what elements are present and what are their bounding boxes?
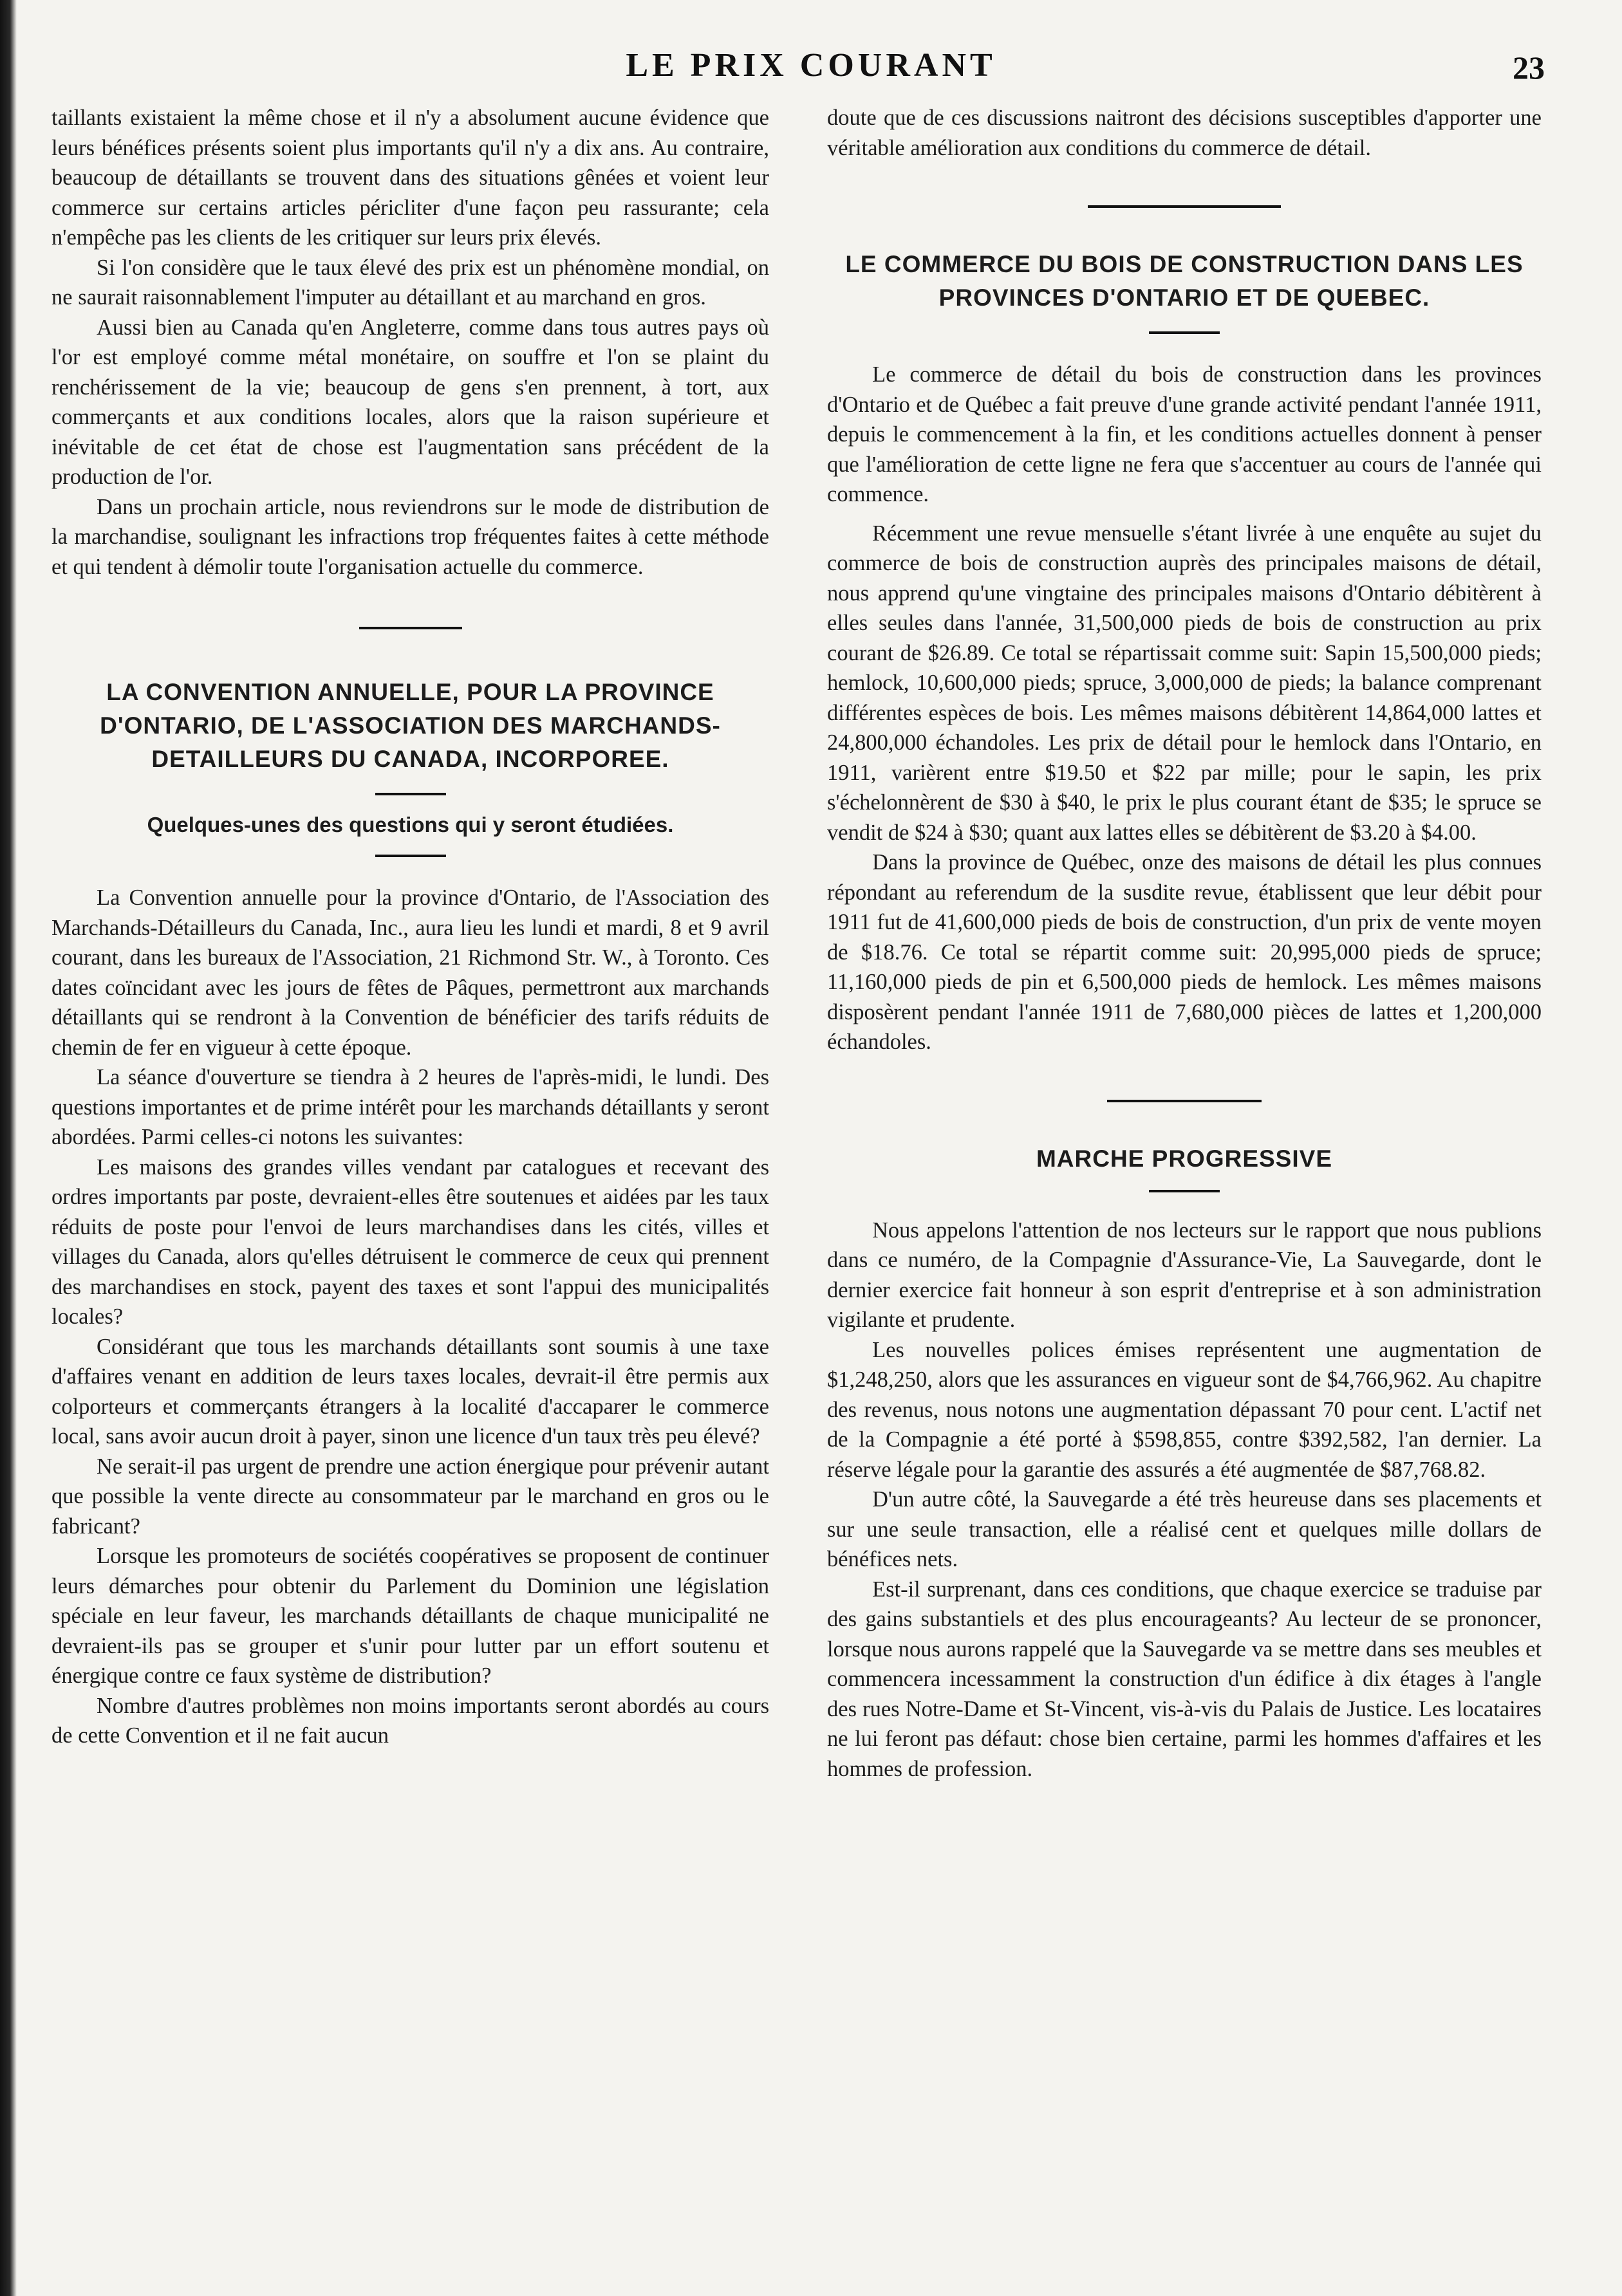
lumber-article-heading: LE COMMERCE DU BOIS DE CONSTRUCTION DANS LES PROVINCES D'ONTARIO ET DE QUEBEC. [845,251,1524,311]
convention-paragraph: La séance d'ouverture se tiendra à 2 heures de l'après-midi, le lundi. Des questions importantes et de prime intérêt pour les marchands détaillants y seront abordées. Parmi celles-ci notons les suivantes: [51,1065,769,1149]
lumber-paragraph: Dans la province de Québec, onze des maisons de détail les plus connues répondant au referendum de la susdite revue, établissent que leur débit pour 1911 fut de 41,600,000 pieds de bois de construction, d'un prix de vente moyen de $18.76. Ce total se répartit comme suit: 20,995,000 pieds de spruce; 11,160,000 pieds de pin et 6,500,000 pieds de hemlock. Les mêmes maisons disposèrent pendant l'année 1911 de 7,680,000 pièces de lattes et 1,200,000 échandoles. [827,850,1542,1054]
convention-paragraph: Ne serait-il pas urgent de prendre une action énergique pour prévenir autant que possible la vente directe au consommateur par le marchand en gros ou le fabricant? [51,1454,769,1539]
progressive-paragraph: D'un autre côté, la Sauvegarde a été très heureuse dans ses placements et sur une seule transaction, elle a réalisé cent et quelques mille dollars de bénéfices nets. [827,1487,1542,1571]
right-column [827,103,1542,1784]
progressive-article-heading: MARCHE PROGRESSIVE [1036,1145,1332,1172]
progressive-paragraph: Les nouvelles polices émises représentent une augmentation de $1,248,250, alors que les assurances en vigueur sont de $4,766,962. Au chapitre des revenus, nous notons une augmentation dépassant 70 pour cent. L'actif net de la Compagnie a été porté à $598,855, contre $392,582, l'an dernier. La réserve légale pour la garantie des assurés a été augmentée de $87,768.82. [827,1337,1542,1482]
lumber-paragraph: Récemment une revue mensuelle s'étant livrée à une enquête au sujet du commerce de bois de construction auprès des principales maisons de détail, nous apprend qu'une vingtaine des principales maisons d'Ontario débitèrent à elles seules dans l'année, 31,500,000 pieds de bois de construction au prix courant de $26.89. Ce total se répartissait comme suit: Sapin 15,500,000 pieds; hemlock, 10,600,000 pieds; spruce, 3,000,000 de pieds; la balance comprenant différentes espèces de bois. Les mêmes maisons débitèrent 14,864,000 lattes et 24,800,000 échandoles. Les prix de détail pour le hemlock dans l'Ontario, en 1911, varièrent entre $19.50 et $22 par mille; pour le sapin, les prix s'échelonnèrent de $30 à $40, le prix le plus courant étant de $35; le spruce se vendit de $24 à $30; quant aux lattes elles se débitèrent de $3.20 à $4.00. [827,521,1542,845]
intro-paragraph: Si l'on considère que le taux élevé des prix est un phénomène mondial, on ne saurait raisonnablement l'imputer au détaillant et au marchand en gros. [51,255,769,310]
left-column [51,103,769,1751]
convention-paragraph: Lorsque les promoteurs de sociétés coopératives se proposent de continuer leurs démarches pour obtenir du Parlement du Dominion une législation spéciale en leur faveur, les marchands détaillants de chaque municipalité ne devraient-ils pas se grouper et s'unir pour lutter par un effort soutenu et énergique contre ce faux système de distribution? [51,1544,769,1688]
convention-paragraph: La Convention annuelle pour la province d'Ontario, de l'Association des Marchands-Détailleurs du Canada, Inc., aura lieu les lundi et mardi, 8 et 9 avril courant, dans les bureaux de l'Association, 21 Richmond Str. W., à Toronto. Ces dates coïncidant avec les jours de fêtes de Pâques, permettront aux marchands détaillants qui se rendront à la Convention de bénéficier des tarifs réduits de chemin de fer en vigueur à cette époque. [51,885,769,1060]
intro-paragraph: Dans un prochain article, nous reviendrons sur le mode de distribution de la marchandise, soulignant les infractions trop fréquentes faites à cette méthode et qui tendent à démolir toute l'organisation actuelle du commerce. [51,494,769,579]
convention-article-heading: LA CONVENTION ANNUELLE, POUR LA PROVINCE D'ONTARIO, DE L'ASSOCIATION DES MARCHANDS-DETAILLEURS DU CANADA, INCORPOREE. [100,679,721,772]
convention-article-subheading: Quelques-unes des questions qui y seront étudiées. [147,813,674,837]
intro-paragraph: taillants existaient la même chose et il n'y a absolument aucune évidence que leurs bénéfices présents soient plus importants qu'il n'y a dix ans. Au contraire, beaucoup de détaillants se trouvent dans des situations gênées et voient leur commerce sur certains articles péricliter d'une façon peu rassurante; cela n'empêche pas les clients de les critiquer sur leurs prix élevés. [51,106,769,250]
convention-paragraph: Les maisons des grandes villes vendant par catalogues et recevant des ordres importants par poste, devraient-elles être soutenues et aidées par les taux réduits de poste pour l'envoi de leurs marchandises dans les cités, villes et villages du Canada, alors qu'elles détruisent le commerce de ceux qui prennent des marchandises en stock, payent des taxes et sont l'appui des municipalités locales? [51,1154,769,1329]
newspaper-title: LE PRIX COURANT [626,47,996,84]
binding-edge [0,0,17,2296]
progressive-paragraph: Nous appelons l'attention de nos lecteurs sur le rapport que nous publions dans ce numéro, de la Compagnie d'Assurance-Vie, La Sauvegarde, dont le dernier exercice fait honneur à son esprit d'entreprise et à son administration vigilante et prudente. [827,1217,1542,1332]
intro-paragraph: Aussi bien au Canada qu'en Angleterre, comme dans tous autres pays où l'or est employé comme métal monétaire, on souffre et l'on se plaint du renchérissement de la vie; beaucoup de gens s'en prennent, à tort, aux commerçants et aux conditions locales, alors que la raison supérieure et inévitable de cet état de chose est l'augmentation sans précédent de la production de l'or. [51,315,769,489]
lumber-paragraph: Le commerce de détail du bois de construction dans les provinces d'Ontario et de Québec a fait preuve d'une grande activité pendant l'année 1911, depuis le commencement à la fin, et les conditions actuelles donnent à penser que l'amélioration de cette ligne ne fera que s'accentuer au cours de l'année qui commence. [827,362,1542,506]
convention-paragraph: Considérant que tous les marchands détaillants sont soumis à une taxe d'affaires venant en addition de leurs taxes locales, devrait-il être permis aux colporteurs et commerçants étrangers à la localité d'accaparer le commerce local, sans avoir aucun droit à payer, sinon une licence d'un taux très peu élevé? [51,1334,769,1449]
page-header [0,46,1622,98]
convention-paragraph: Nombre d'autres problèmes non moins importants seront abordés au cours de cette Convention et il ne fait aucun [51,1693,769,1748]
continued-paragraph: doute que de ces discussions naitront des décisions susceptibles d'apporter une véritable amélioration aux conditions du commerce de détail. [827,106,1542,160]
progressive-paragraph: Est-il surprenant, dans ces conditions, que chaque exercice se traduise par des gains substantiels et des plus encourageants? Au lecteur de se prononcer, lorsque nous aurons rappelé que la Sauvegarde va se mettre dans ses meubles et commencera incessamment la construction d'un édifice à dix étages à l'angle des rues Notre-Dame et St-Vincent, vis-à-vis du Palais de Justice. Les locataires ne lui feront pas défaut: chose bien certaine, parmi les hommes d'affaires et les hommes de profession. [827,1577,1542,1781]
page-number: 23 [1513,50,1545,86]
